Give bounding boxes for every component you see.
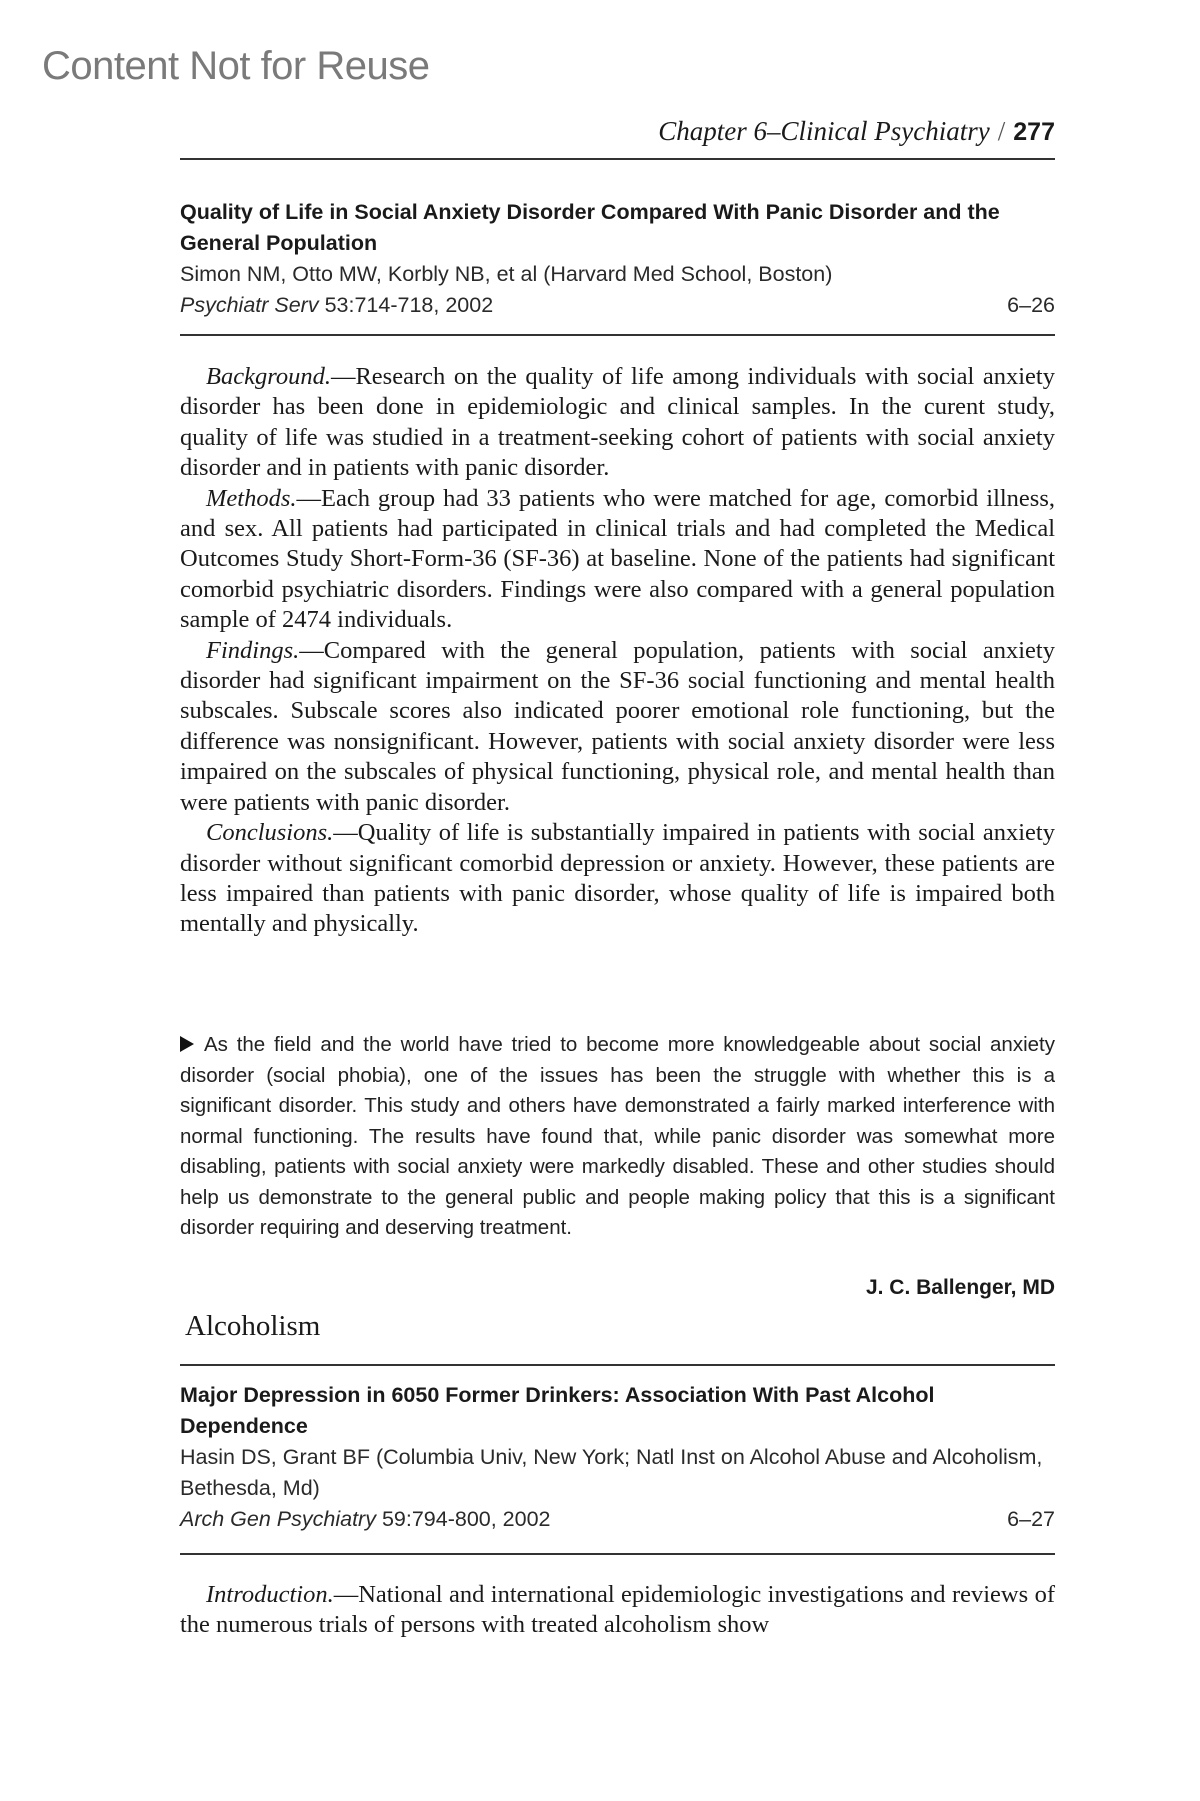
section-rule — [180, 1364, 1055, 1366]
journal-citation: 53:714-718, 2002 — [318, 293, 494, 317]
editor-commentary: As the field and the world have tried to become more knowledgeable about social anxiety disorder (social phobia), one of the issues has been the struggle with whether this is a significant disorder. This study and others have demonstrated a fairly marked interference with normal functioning. The results have found that, while panic disorder was somewhat more disabling, patients with social anxiety were markedly disabled. These and other studies should help us demonstrate to the general public and people making policy that this is a significant disorder requiring and deserving treatment. — [180, 1033, 1055, 1239]
header-rule — [180, 158, 1055, 160]
reference-id: 6–26 — [1007, 293, 1055, 317]
article-rule — [180, 334, 1055, 336]
section-heading: Alcoholism — [185, 1310, 321, 1342]
abstract-conclusions: Conclusions.—Quality of life is substantially impaired in patients with social anxiety disorder without significant comorbid depression or anxiety. However, these patients are less impaired than patients with panic disorder, whose quality of life is impaired both mentally and physically. — [180, 819, 1055, 938]
article-authors: Hasin DS, Grant BF (Columbia Univ, New York; Natl Inst on Alcohol Abuse and Alcoholism, Bethesda, Md) — [180, 1445, 1043, 1500]
running-head — [658, 116, 1055, 147]
journal-name: Psychiatr Serv — [180, 293, 319, 317]
commentator-signature: J. C. Ballenger, MD — [865, 1276, 1055, 1299]
abstract-introduction: Introduction.—National and international epidemiologic investigations and reviews of the numerous trials of persons with treated alcoholism show — [180, 1581, 1055, 1639]
article-meta — [180, 259, 1055, 321]
article-authors: Simon NM, Otto MW, Korbly NB, et al (Harvard Med School, Boston) — [180, 262, 833, 286]
article-rule — [180, 1553, 1055, 1555]
reference-id: 6–27 — [1007, 1507, 1055, 1531]
page-number: 277 — [1013, 118, 1055, 146]
chapter-title: Chapter 6–Clinical Psychiatry — [658, 116, 990, 146]
article-title: Major Depression in 6050 Former Drinkers: Association With Past Alcohol Dependence — [180, 1383, 935, 1438]
abstract-body — [180, 1580, 1055, 1641]
journal-name: Arch Gen Psychiatry — [180, 1507, 376, 1531]
abstract-findings: Findings.—Compared with the general population, patients with social anxiety disorder had significant impairment on the SF-36 social functioning and mental health subscales. Subscale scores also indicated poorer emotional role functioning, but the difference was nonsignificant. However, patients with social anxiety disorder were less impaired on the subscales of physical functioning, physical role, and mental health than were patients with panic disorder. — [180, 636, 1055, 816]
article-meta — [180, 1442, 1055, 1535]
abstract-background: Background.—Research on the quality of life among individuals with social anxiety disorder has been done in epidemiologic and clinical samples. In the curent study, quality of life was studied in a treatment-seeking cohort of patients with social anxiety disorder and in patients with panic disorder. — [180, 363, 1055, 482]
article-title: Quality of Life in Social Anxiety Disorder Compared With Panic Disorder and the General Population — [180, 200, 1000, 255]
journal-citation: 59:794-800, 2002 — [375, 1507, 551, 1531]
abstract-body — [180, 362, 1055, 940]
triangle-bullet-icon — [180, 1036, 194, 1052]
abstract-methods: Methods.—Each group had 33 patients who were matched for age, comorbid illness, and sex. All patients had participated in clinical trials and had completed the Medical Outcomes Study Short-Form-36 (SF-36) at baseline. None of the patients had significant comorbid psychiatric disorders. Findings were also compared with a general population sample of 2474 individuals. — [180, 484, 1055, 634]
watermark: Content Not for Reuse — [42, 44, 430, 88]
separator: / — [997, 116, 1006, 146]
